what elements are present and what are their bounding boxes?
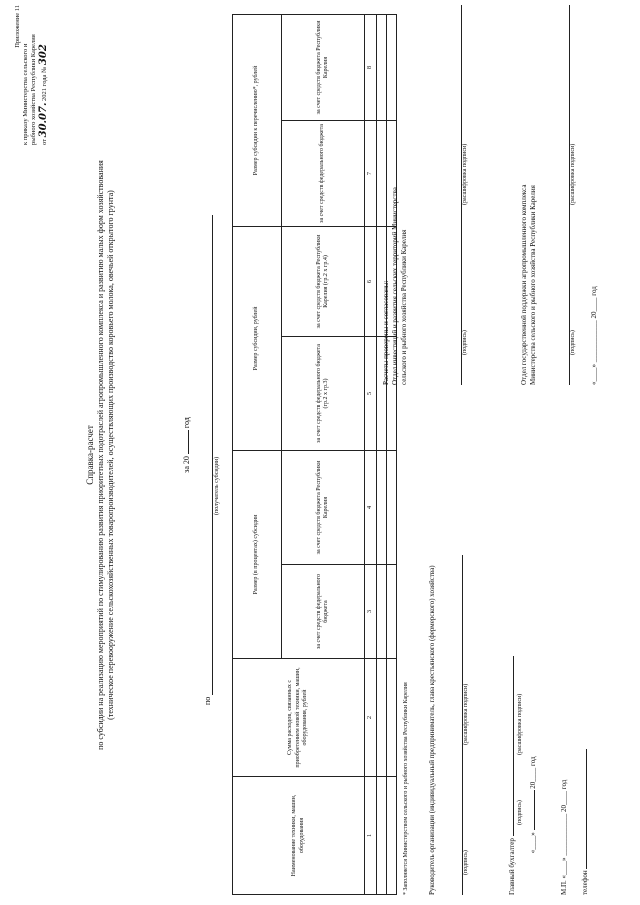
appendix-date-line	[38, 5, 51, 145]
stamp-place-line	[560, 555, 569, 895]
col-num: 7	[365, 120, 377, 226]
table-cell	[377, 659, 387, 777]
table-header-row	[233, 14, 282, 894]
checked-block	[382, 5, 471, 385]
col-num: 2	[365, 659, 377, 777]
head-label: Руководитель организации (индивидуальный предприниматель, глава крестьянского (фермерского) хозяйства)	[428, 565, 436, 895]
title-line-1: Справка-расчет	[85, 425, 95, 485]
appendix-handwritten-number: 302	[38, 44, 50, 66]
table-cell	[387, 565, 397, 659]
col-num: 5	[365, 336, 377, 450]
accountant-signature-line	[505, 656, 514, 836]
table-cell	[377, 450, 387, 564]
dept-block	[520, 5, 579, 385]
table-cell	[377, 777, 387, 895]
checked-cap-sign: (подпись)	[462, 330, 469, 355]
accountant-label: Главный бухгалтер	[508, 838, 516, 895]
recipient-blank	[203, 215, 213, 695]
header-name: Наименование техники, машин, оборудования	[233, 777, 365, 895]
dept-cap-sign: (подпись)	[569, 330, 576, 355]
col-num: 6	[365, 226, 377, 336]
head-cap-sign: (подпись)	[462, 850, 469, 875]
accountant-cap-decode: (расшифровка подписи)	[516, 693, 523, 755]
header-pay-fed: за счет средств федерального бюджета	[282, 120, 365, 226]
phone-blank	[578, 749, 587, 869]
mp-label: М.П.	[560, 880, 568, 895]
title-line-3: (техническое перевооружение сельскохозяйственных товаропроизводителей, осуществляющих производство коровьего молока, овечьей открытого грунта)	[106, 190, 116, 720]
checked-line-3: сельского и рыбного хозяйства Республики Карелия	[399, 229, 408, 385]
col-num: 3	[365, 565, 377, 659]
table-cell	[387, 777, 397, 895]
header-size: Размер субсидии, рублей	[233, 226, 282, 450]
table-cell	[387, 450, 397, 564]
col-num: 1	[365, 777, 377, 895]
header-pay: Размер субсидии к перечислению*, рублей	[233, 14, 282, 226]
period-line	[180, 365, 192, 525]
appendix-year: 2021 года №	[41, 66, 49, 101]
approval-date: «____» ____________ 20____ год	[590, 286, 598, 385]
header-sum: Сумма расходов, связанных с приобретением новой техники, машин, оборудования, рублей	[233, 659, 365, 777]
checked-signature-line	[452, 5, 462, 385]
table-cell	[387, 659, 397, 777]
accountant-cap-sign: (подпись)	[516, 800, 523, 825]
header-size-fed: за счет средств федерального бюджета (гр.2 х гр.3)	[282, 336, 365, 450]
appendix-line-2: к приказу Министерства сельского и	[22, 43, 30, 145]
phone-line	[578, 555, 590, 895]
appendix-handwritten-date: 30.07.	[38, 102, 50, 138]
title-line-2: по субсидии на реализацию мероприятий по стимулированию развития приоритетных подотраслей агропромышленного комплекса и развитию малых форм хозяйствования	[96, 160, 106, 750]
period-blank	[180, 430, 189, 454]
column-number-row	[365, 14, 377, 894]
accountant-date-year: 20____ год	[528, 756, 537, 789]
col-num: 4	[365, 450, 377, 564]
header-rate-rk: за счет средств бюджета Республики Карелия	[282, 450, 365, 564]
mp-date: «____» ____________ 20____ год	[560, 779, 568, 879]
checked-line-2: Отдел инвестиций и развития сельских территорий Министерства	[390, 187, 399, 385]
appendix-header	[14, 5, 51, 145]
accountant-block	[505, 555, 538, 895]
col-num: 8	[365, 14, 377, 120]
period-prefix: за 20	[182, 456, 191, 473]
phone-label: телефон	[581, 870, 589, 895]
dept-signature-line	[560, 5, 570, 385]
checked-line-1: Расчеты проверены и согласованы:	[382, 280, 390, 385]
head-cap-decode: (расшифровка подписи)	[462, 683, 469, 745]
accountant-date-day: «____»	[528, 832, 537, 854]
recipient-prefix: по	[203, 696, 212, 705]
footnote: * Заполняется Министерством сельского и рыбного хозяйства Республики Карелия	[403, 682, 409, 895]
dept-line-2: Министерства сельского и рыбного хозяйства Республики Карелия	[528, 185, 537, 385]
checked-cap-decode: (расшифровка подписи)	[462, 143, 469, 205]
recipient-line	[203, 185, 220, 705]
period-suffix: год	[182, 417, 191, 429]
appendix-line-3: рыбного хозяйства Республики Карелия	[30, 34, 38, 145]
head-signature-line	[453, 555, 463, 895]
appendix-line-1: Приложение 11	[14, 5, 21, 48]
head-signature-block	[428, 555, 472, 895]
dept-cap-decode: (расшифровка подписи)	[569, 143, 576, 205]
document-title	[85, 145, 116, 765]
table-cell	[377, 565, 387, 659]
subsidy-table	[232, 14, 397, 895]
appendix-date-prefix: от	[41, 138, 49, 145]
header-rate-fed: за счет средств федерального бюджета	[282, 565, 365, 659]
header-rate: Размер (в процентах) субсидии	[233, 450, 282, 658]
dept-line-1: Отдел государственной поддержки агропромышленного комплекса	[520, 184, 528, 385]
header-pay-rk: за счет средств бюджета Республики Карелия	[282, 14, 365, 120]
recipient-caption: (получатель субсидии)	[214, 456, 220, 515]
header-size-rk: за счет средств бюджета Республики Карелия (гр.2 х гр.4)	[282, 226, 365, 336]
